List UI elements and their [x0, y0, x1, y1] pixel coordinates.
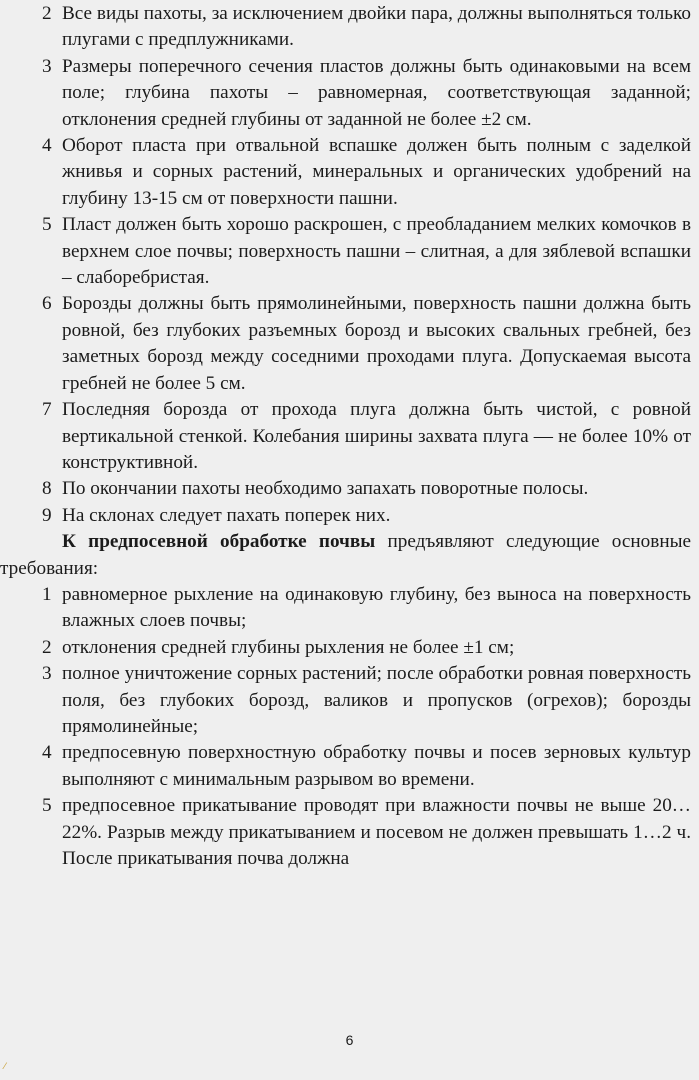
item-number: 2	[42, 3, 52, 24]
item-text: Борозды должны быть прямолинейными, поверхность пашни должна быть ровной, без глубоких разъемных борозд и высоких свальных гребней, без заметных борозд между соседними проходами плуга. Допускаемая высота гребней не более 5 см.	[62, 293, 691, 394]
list-item	[0, 1, 691, 54]
item-number: 8	[42, 478, 52, 500]
item-number: 5	[42, 214, 52, 236]
list-item	[0, 291, 691, 397]
list-item	[0, 397, 691, 476]
list-item	[0, 635, 691, 661]
item-number: 7	[42, 399, 52, 421]
item-text: Последняя борозда от прохода плуга должна быть чистой, с ровной вертикальной стенкой. Колебания ширины захвата плуга — не более 10% от конструктивной.	[62, 399, 691, 473]
item-number: 9	[42, 504, 52, 526]
plowing-requirements-list	[0, 0, 691, 529]
item-number: 3	[42, 55, 52, 77]
item-text: Все виды пахоты, за исключением двойки пара, должны выполняться только плугами с предплужниками.	[62, 3, 691, 51]
item-number: 5	[42, 795, 52, 817]
item-text: предпосевное прикатывание проводят при влажности почвы не выше 20…22%. Разрыв между прикатыванием и посевом не должен превышать 1…2 ч. После прикатывания почва должна	[62, 795, 691, 869]
item-text: Пласт должен быть хорошо раскрошен, с преобладанием мелких комочков в верхнем слое почвы; поверхность пашни – слитная, а для зяблевой вспашки – слаборебристая.	[62, 214, 691, 289]
corner-mark: ⁄	[4, 1062, 6, 1072]
item-text: По окончании пахоты необходимо запахать поворотные полосы.	[62, 478, 589, 500]
intro-text: предъявляют следующие основные требования:	[0, 531, 691, 579]
list-item	[0, 476, 691, 502]
item-number: 4	[42, 742, 52, 764]
list-item	[0, 582, 691, 635]
list-item	[0, 793, 691, 872]
item-text: Оборот пласта при отвальной вспашке должен быть полным с заделкой жнивья и сорных растений, минеральных и органических удобрений на глубину 13-15 см от поверхности пашни.	[62, 135, 691, 209]
item-number: 6	[42, 293, 52, 315]
item-number: 3	[42, 663, 52, 685]
item-number: 4	[42, 135, 52, 157]
item-text: отклонения средней глубины рыхления не более ±1 см;	[62, 636, 515, 658]
item-text: равномерное рыхление на одинаковую глубину, без выноса на поверхность влажных слоев почвы;	[62, 583, 691, 632]
bold-heading-phrase: К предпосевной обработке почвы	[62, 531, 376, 553]
page-number: 6	[345, 1032, 354, 1048]
item-number: 1	[42, 583, 52, 605]
list-item	[0, 133, 691, 212]
presowing-intro-paragraph	[0, 529, 691, 582]
presowing-requirements-list	[0, 582, 691, 872]
item-number: 2	[42, 636, 52, 658]
list-item	[0, 661, 691, 740]
list-item	[0, 740, 691, 793]
list-item	[0, 503, 691, 529]
item-text: полное уничтожение сорных растений; после обработки ровная поверхность поля, без глубоких борозд, валиков и пропусков (огрехов); борозды прямолинейные;	[62, 663, 691, 737]
list-item	[0, 54, 691, 133]
item-text: Размеры поперечного сечения пластов должны быть одинаковыми на всем поле; глубина пахоты – равномерная, соответствующая заданной; отклонения средней глубины от заданной не более ±2 см.	[62, 55, 691, 130]
item-text: предпосевную поверхностную обработку почвы и посев зерновых культур выполняют с минимальным разрывом во времени.	[62, 742, 691, 790]
list-item	[0, 212, 691, 291]
item-text: На склонах следует пахать поперек них.	[62, 504, 391, 526]
